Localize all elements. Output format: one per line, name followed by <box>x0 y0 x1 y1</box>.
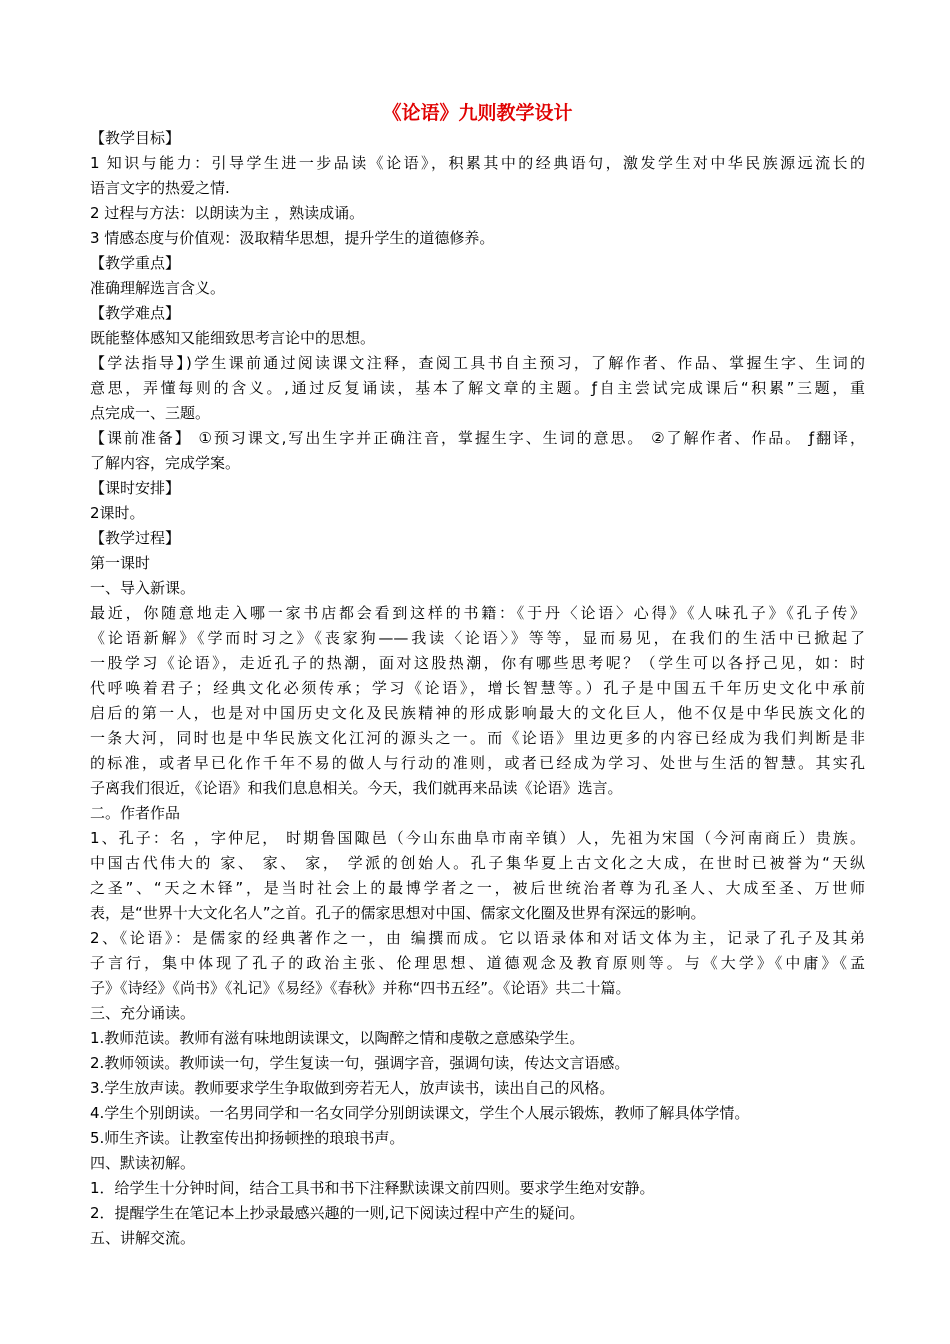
text-line: 表，是“世界十大文化名人”之首。孔子的儒家思想对中国、儒家文化圈及世界有深远的影响。 <box>90 904 706 922</box>
text-line: 准确理解选言含义。 <box>90 279 226 297</box>
text-line: 子言行，集中体现了孔子的政治主张、伦理思想、道德观念及教育原则等。与《大学》《中庸》《孟 <box>90 954 865 972</box>
text-line: 2．提醒学生在笔记本上抄录最感兴趣的一则,记下阅读过程中产生的疑问。 <box>90 1204 585 1222</box>
text-line: 3.学生放声读。教师要求学生争取做到旁若无人，放声读书，读出自己的风格。 <box>90 1079 615 1097</box>
text-line: 2课时。 <box>90 504 145 522</box>
text-line: 最近，你随意地走入哪一家书店都会看到这样的书籍：《于丹〈论语〉心得》《人味孔子》《孔子传》 <box>90 604 865 622</box>
text-line: 【教学过程】 <box>90 529 181 547</box>
text-line: 2 过程与方法：以朗读为主 ，熟读成诵。 <box>90 204 365 222</box>
text-line: 了解内容，完成学案。 <box>90 454 241 472</box>
text-line: 代呼唤着君子；经典文化必须传承；学习《论语》，增长智慧等。）孔子是中国五千年历史文化中承前 <box>90 679 865 697</box>
text-line: 【学法指导】)学生课前通过阅读课文注释，查阅工具书自主预习，了解作者、作品、掌握生字、生词的 <box>90 354 865 372</box>
text-line: 四、默读初解。 <box>90 1154 196 1172</box>
text-line: 启后的第一人，也是对中国历史文化及民族精神的形成影响最大的文化巨人，他不仅是中华民族文化的 <box>90 704 865 722</box>
text-line: 既能整体感知又能细致思考言论中的思想。 <box>90 329 376 347</box>
text-line: 子离我们很近，《论语》和我们息息相关。今天，我们就再来品读《论语》选言。 <box>90 779 623 797</box>
document-body <box>90 126 865 1251</box>
text-line: 三、充分诵读。 <box>90 1004 196 1022</box>
text-line: 1.教师范读。教师有滋有味地朗读课文，以陶醉之情和虔敬之意感染学生。 <box>90 1029 585 1047</box>
text-line: 【教学难点】 <box>90 304 181 322</box>
text-line: 中国古代伟大的 家、 家、 家， 学派的创始人。孔子集华夏上古文化之大成，在世时已被誉为“天纵 <box>90 854 865 872</box>
text-line: 【教学目标】 <box>90 129 181 147</box>
text-line: 意思，弄懂每则的含义。,通过反复诵读，基本了解文章的主题。ƒ自主尝试完成课后“积累”三题，重 <box>90 379 865 397</box>
text-line: 1、孔子：名 ，字仲尼， 时期鲁国陬邑（今山东曲阜市南辛镇）人，先祖为宋国（今河南商丘）贵族。 <box>90 829 865 847</box>
text-line: 第一课时 <box>90 554 151 572</box>
text-line: 4.学生个别朗读。一名男同学和一名女同学分别朗读课文，学生个人展示锻炼，教师了解具体学情。 <box>90 1104 750 1122</box>
text-line: 一股学习《论语》，走近孔子的热潮，面对这股热潮，你有哪些思考呢？（学生可以各抒己见，如：时 <box>90 654 865 672</box>
text-line: 【课前准备】 ①预习课文,写出生字并正确注音，掌握生字、生词的意思。 ②了解作者、作品。 ƒ翻译， <box>90 429 865 447</box>
document-title: 《论语》九则教学设计 <box>382 102 573 124</box>
text-line: 二。作者作品 <box>90 804 181 822</box>
text-line: 子》《诗经》《尚书》《礼记》《易经》《春秋》并称“四书五经”。《论语》共二十篇。 <box>90 979 631 997</box>
text-line: 语言文字的热爱之情. <box>90 179 230 197</box>
text-line: 【教学重点】 <box>90 254 181 272</box>
text-line: 3 情感态度与价值观：汲取精华思想，提升学生的道德修养。 <box>90 229 495 247</box>
text-line: 五、讲解交流。 <box>90 1229 196 1247</box>
text-line: 点完成一、三题。 <box>90 404 211 422</box>
document-page <box>90 100 865 1251</box>
text-line: 一条大河，同时也是中华民族文化江河的源头之一。而《论语》里边更多的内容已经成为我们判断是非 <box>90 729 865 747</box>
text-line: 2、《论语》：是儒家的经典著作之一，由 编撰而成。它以语录体和对话文体为主，记录了孔子及其弟 <box>90 929 865 947</box>
text-line: 1 知识与能力：引导学生进一步品读《论语》，积累其中的经典语句，激发学生对中华民族源远流长的 <box>90 154 865 172</box>
text-line: 【课时安排】 <box>90 479 181 497</box>
text-line: 之圣”、“天之木铎”，是当时社会上的最博学者之一，被后世统治者尊为孔圣人、大成至圣、万世师 <box>90 879 865 897</box>
text-line: 5.师生齐读。让教室传出抑扬顿挫的琅琅书声。 <box>90 1129 405 1147</box>
text-line: 《论语新解》《学而时习之》《丧家狗——我读〈论语〉》等等，显而易见，在我们的生活中已掀起了 <box>90 629 865 647</box>
text-line: 1．给学生十分钟时间，结合工具书和书下注释默读课文前四则。要求学生绝对安静。 <box>90 1179 655 1197</box>
text-line: 的标准，或者早已化作千年不易的做人与行动的准则，或者已经成为学习、处世与生活的智慧。其实孔 <box>90 754 865 772</box>
text-line: 2.教师领读。教师读一句，学生复读一句，强调字音，强调句读，传达文言语感。 <box>90 1054 630 1072</box>
text-line: 一、导入新课。 <box>90 579 196 597</box>
